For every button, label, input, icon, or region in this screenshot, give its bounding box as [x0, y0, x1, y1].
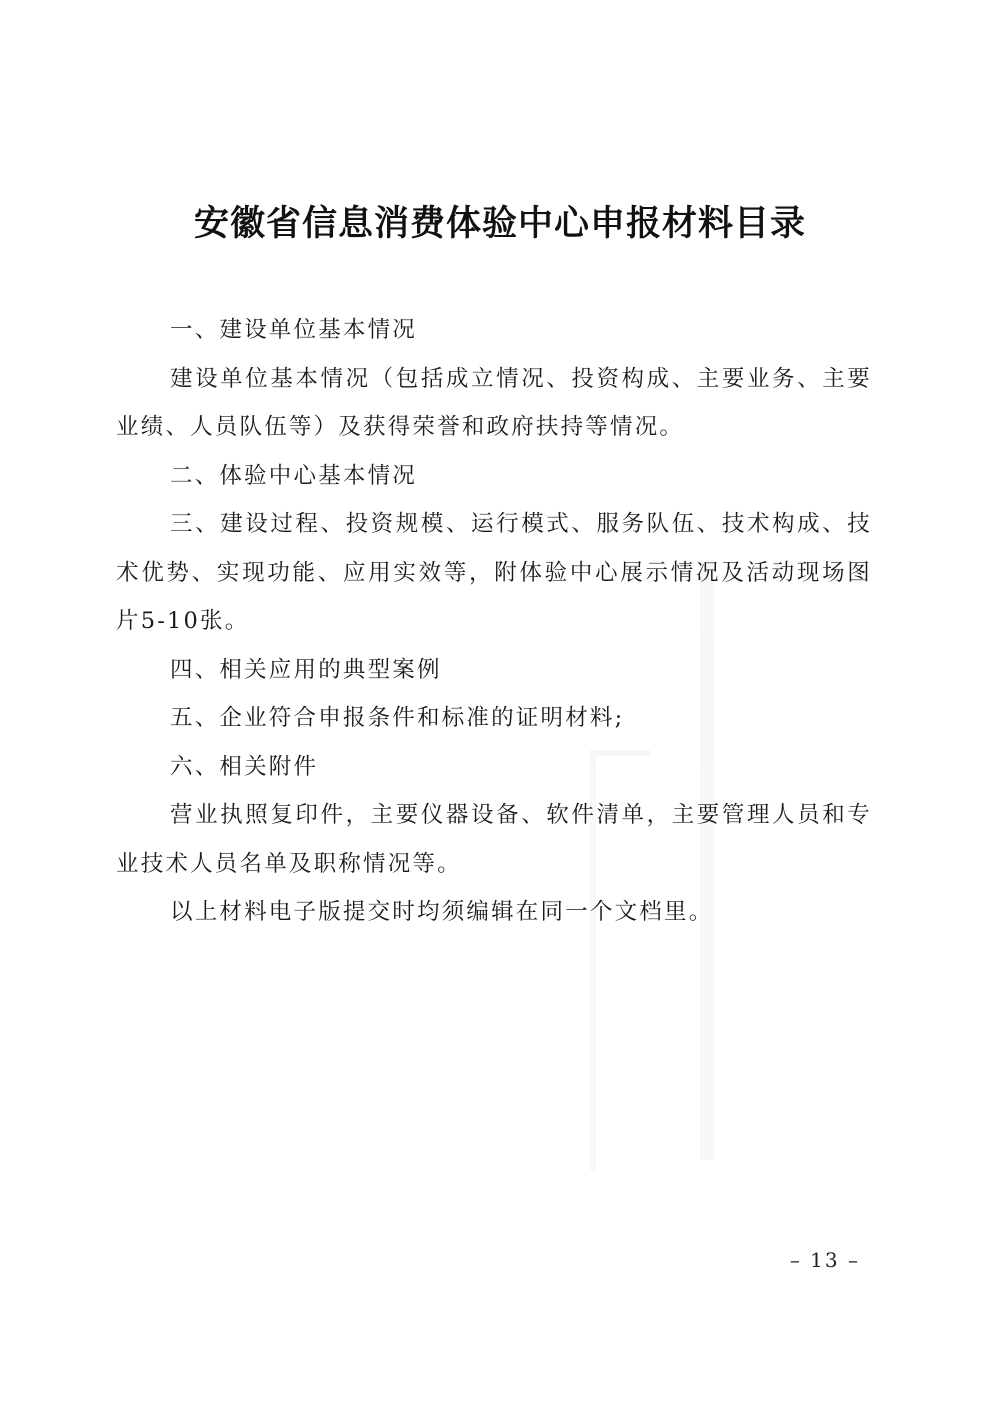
document-body: [116, 306, 872, 937]
section-heading-4: 四、相关应用的典型案例: [170, 656, 442, 683]
section-heading-1: 一、建设单位基本情况: [170, 317, 418, 343]
page-number: – 13 –: [789, 1248, 860, 1272]
section-3-description: 三、建设过程、投资规模、运行模式、服务队伍、技术构成、技术优势、实现功能、应用实效等，附体验中心展示情况及活动现场图片5-10张。: [116, 511, 872, 634]
section-1-description: 建设单位基本情况（包括成立情况、投资构成、主要业务、主要业绩、人员队伍等）及获得荣誉和政府扶持等情况。: [116, 365, 872, 440]
section-heading-6: 六、相关附件: [170, 753, 319, 780]
closing-note: 以上材料电子版提交时均须编辑在同一个文档里。: [170, 899, 714, 925]
section-heading-2: 二、体验中心基本情况: [170, 462, 418, 489]
section-heading-5: 五、企业符合申报条件和标准的证明材料;: [170, 705, 625, 731]
section-6-description: 营业执照复印件，主要仪器设备、软件清单，主要管理人员和专业技术人员名单及职称情况等。: [116, 802, 872, 877]
document-title: 安徽省信息消费体验中心申报材料目录: [193, 204, 806, 244]
